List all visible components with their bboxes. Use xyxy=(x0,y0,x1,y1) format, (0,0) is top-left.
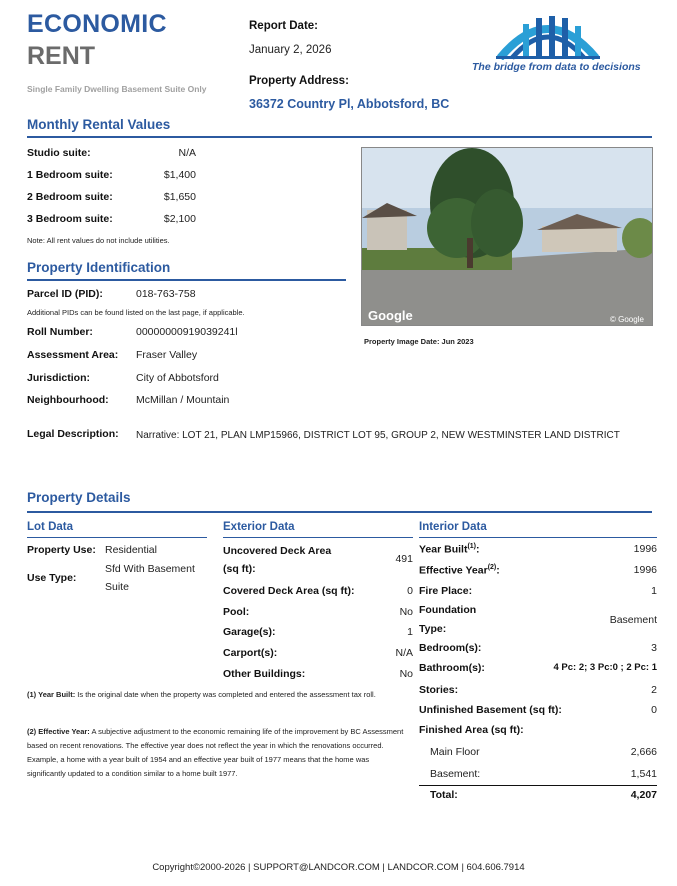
neighbourhood-value: McMillan / Mountain xyxy=(136,394,230,406)
use-type-value-1: Sfd With Basement xyxy=(105,563,195,575)
total-divider xyxy=(419,785,657,786)
covered-deck-value: 0 xyxy=(407,585,413,597)
rent-1bed-value: $1,400 xyxy=(163,169,196,181)
foundation-label-2: Type: xyxy=(419,623,447,635)
legal-description-value: Narrative: LOT 21, PLAN LMP15966, DISTRICT LOT 95, GROUP 2, NEW WESTMINSTER LAND DISTRICT xyxy=(136,430,620,441)
use-type-label: Use Type: xyxy=(27,572,77,584)
carport-label: Carport(s): xyxy=(223,647,278,659)
total-label: Total: xyxy=(430,789,458,801)
uncovered-deck-label-1: Uncovered Deck Area xyxy=(223,545,332,557)
lot-data-title: Lot Data xyxy=(27,521,73,533)
interior-data-divider xyxy=(419,537,657,538)
lot-data-divider xyxy=(27,537,207,538)
rent-1bed-label: 1 Bedroom suite: xyxy=(27,169,113,181)
pid-label: Parcel ID (PID): xyxy=(27,288,103,300)
stories-label: Stories: xyxy=(419,684,459,696)
google-watermark-right: © Google xyxy=(610,315,644,324)
assessment-area-label: Assessment Area: xyxy=(27,349,119,361)
bedroom-label: Bedroom(s): xyxy=(419,642,482,654)
unfinished-basement-label: Unfinished Basement (sq ft): xyxy=(419,704,562,716)
details-divider xyxy=(27,511,652,513)
carport-value: N/A xyxy=(395,647,413,659)
exterior-data-divider xyxy=(223,537,413,538)
property-address-label: Property Address: xyxy=(249,75,349,87)
unfinished-basement-value: 0 xyxy=(651,704,657,716)
foundation-value: Basement xyxy=(609,614,657,626)
identification-divider xyxy=(27,279,346,281)
rent-studio-label: Studio suite: xyxy=(27,147,91,159)
property-photo xyxy=(361,147,653,326)
main-floor-label: Main Floor xyxy=(430,746,480,758)
property-address: 36372 Country Pl, Abbotsford, BC xyxy=(249,97,450,111)
use-type-value-2: Suite xyxy=(105,581,129,593)
rent-studio-value: N/A xyxy=(178,147,196,159)
footnote-year-built-text: Is the original date when the property was completed and entered the assessment tax roll. xyxy=(75,690,376,699)
year-built-value: 1996 xyxy=(633,543,657,555)
covered-deck-label: Covered Deck Area (sq ft): xyxy=(223,585,355,597)
jurisdiction-value: City of Abbotsford xyxy=(136,372,219,384)
main-floor-value: 2,666 xyxy=(630,746,657,758)
pool-label: Pool: xyxy=(223,606,250,618)
pid-value: 018-763-758 xyxy=(136,288,196,300)
report-date-label: Report Date: xyxy=(249,20,319,32)
logo-tagline: The bridge from data to decisions xyxy=(472,61,641,73)
bathroom-value: 4 Pc: 2; 3 Pc:0 ; 2 Pc: 1 xyxy=(553,662,657,673)
roll-number-label: Roll Number: xyxy=(27,326,93,338)
photo-caption: Property Image Date: Jun 2023 xyxy=(364,337,474,346)
basement-label: Basement: xyxy=(430,768,481,780)
report-subtitle: Single Family Dwelling Basement Suite Only xyxy=(27,84,207,94)
effective-year-label: Effective Year$^{(2)}$: xyxy=(419,564,500,577)
title-rent: RENT xyxy=(27,42,96,70)
property-use-label: Property Use: xyxy=(27,544,96,556)
rent-2bed-value: $1,650 xyxy=(163,191,196,203)
rent-3bed-label: 3 Bedroom suite: xyxy=(27,213,113,225)
google-watermark-left: Google xyxy=(368,308,413,323)
neighbourhood-label: Neighbourhood: xyxy=(27,394,109,406)
total-value: 4,207 xyxy=(630,789,657,801)
basement-value: 1,541 xyxy=(630,768,657,780)
fire-place-value: 1 xyxy=(651,585,657,597)
bathroom-label: Bathroom(s): xyxy=(419,662,485,674)
fire-place-label: Fire Place: xyxy=(419,585,473,597)
interior-data-title: Interior Data xyxy=(419,521,487,533)
bedroom-value: 3 xyxy=(651,642,657,654)
rent-note: Note: All rent values do not include utilities. xyxy=(27,236,170,245)
garage-label: Garage(s): xyxy=(223,626,276,638)
jurisdiction-label: Jurisdiction: xyxy=(27,372,91,384)
exterior-data-title: Exterior Data xyxy=(223,521,295,533)
garage-value: 1 xyxy=(407,626,413,638)
footnote-effective-year-label: (2) Effective Year: xyxy=(27,727,90,736)
stories-value: 2 xyxy=(651,684,657,696)
rental-divider xyxy=(27,136,652,138)
year-built-label: Year Built$^{(1)}$: xyxy=(419,543,480,556)
rent-3bed-value: $2,100 xyxy=(163,213,196,225)
footnote-year-built-label: (1) Year Built: xyxy=(27,690,76,699)
assessment-area-value: Fraser Valley xyxy=(136,349,198,361)
property-use-value: Residential xyxy=(105,544,157,556)
pool-value: No xyxy=(399,606,413,618)
footnote-effective-year xyxy=(27,725,407,781)
other-buildings-label: Other Buildings: xyxy=(223,668,306,680)
footnote-year-built xyxy=(27,688,397,702)
legal-description-label: Legal Description: xyxy=(27,428,119,440)
footnote-effective-year-text: A subjective adjustment to the economic remaining life of the improvement by BC Assessment based on recent renovations. The effective year does not reflect the year in which the renovations occurred. Example, a home with a year built of 1954 and an effective year built of 1977 means that the home was significantly updated to a condition similar to a home built 1977. xyxy=(27,727,404,778)
identification-section-title: Property Identification xyxy=(27,260,171,275)
details-section-title: Property Details xyxy=(27,490,131,505)
effective-year-value: 1996 xyxy=(633,564,657,576)
title-economic: ECONOMIC xyxy=(27,10,167,38)
finished-area-label: Finished Area (sq ft): xyxy=(419,724,524,736)
pid-note: Additional PIDs can be found listed on the last page, if applicable. xyxy=(27,308,245,317)
uncovered-deck-label-2: (sq ft): xyxy=(223,563,256,575)
uncovered-deck-value: 491 xyxy=(395,553,413,565)
footer-copyright: Copyright©2000-2026 | SUPPORT@LANDCOR.COM | LANDCOR.COM | 604.606.7914 xyxy=(152,862,525,873)
roll-number-value: 00000000919039241l xyxy=(136,326,238,338)
report-date: January 2, 2026 xyxy=(249,44,332,56)
foundation-label-1: Foundation xyxy=(419,604,477,616)
other-buildings-value: No xyxy=(399,668,413,680)
rent-2bed-label: 2 Bedroom suite: xyxy=(27,191,113,203)
rental-section-title: Monthly Rental Values xyxy=(27,117,171,132)
